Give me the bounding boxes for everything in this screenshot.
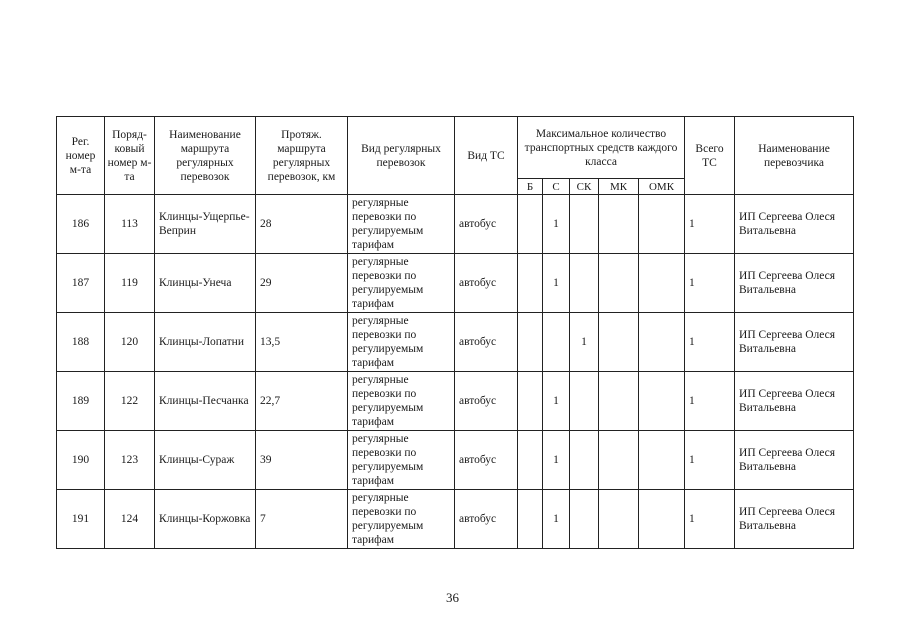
cell-reg-number: 191 <box>57 490 105 549</box>
cell-class-sk <box>570 490 599 549</box>
routes-table <box>56 116 854 549</box>
cell-class-omk <box>639 490 685 549</box>
cell-class-mk <box>599 431 639 490</box>
cell-class-b <box>518 195 543 254</box>
cell-class-mk <box>599 490 639 549</box>
cell-class-sk: 1 <box>570 313 599 372</box>
cell-carrier: ИП Сергеева Олеся Витальевна <box>735 431 854 490</box>
cell-class-sk <box>570 372 599 431</box>
cell-route-name: Клинцы-Коржовка <box>155 490 256 549</box>
cell-class-mk <box>599 195 639 254</box>
header-class-mk: МК <box>599 179 639 195</box>
cell-class-sk <box>570 254 599 313</box>
cell-transport-kind: регулярные перевозки по регулируемым тарифам <box>348 490 455 549</box>
cell-class-b <box>518 372 543 431</box>
cell-class-s: 1 <box>543 254 570 313</box>
cell-class-sk <box>570 195 599 254</box>
cell-class-s: 1 <box>543 490 570 549</box>
cell-vehicle-type: автобус <box>455 313 518 372</box>
header-class-omk: ОМК <box>639 179 685 195</box>
cell-seq-number: 113 <box>105 195 155 254</box>
cell-class-mk <box>599 254 639 313</box>
cell-vehicle-type: автобус <box>455 490 518 549</box>
cell-vehicle-type: автобус <box>455 195 518 254</box>
cell-carrier: ИП Сергеева Олеся Витальевна <box>735 372 854 431</box>
cell-route-name: Клинцы-Ущерпье-Веприн <box>155 195 256 254</box>
header-seq-number: Поряд-ковый номер м-та <box>105 117 155 195</box>
cell-vehicle-type: автобус <box>455 254 518 313</box>
cell-carrier: ИП Сергеева Олеся Витальевна <box>735 313 854 372</box>
cell-class-omk <box>639 195 685 254</box>
header-total-vehicles: Всего ТС <box>685 117 735 195</box>
cell-class-sk <box>570 431 599 490</box>
cell-total-vehicles: 1 <box>685 372 735 431</box>
cell-transport-kind: регулярные перевозки по регулируемым тарифам <box>348 195 455 254</box>
cell-reg-number: 188 <box>57 313 105 372</box>
cell-class-s <box>543 313 570 372</box>
table-row <box>57 195 854 254</box>
cell-seq-number: 122 <box>105 372 155 431</box>
cell-route-length: 39 <box>256 431 348 490</box>
cell-seq-number: 124 <box>105 490 155 549</box>
cell-reg-number: 189 <box>57 372 105 431</box>
table-row <box>57 372 854 431</box>
cell-class-mk <box>599 313 639 372</box>
cell-carrier: ИП Сергеева Олеся Витальевна <box>735 254 854 313</box>
cell-route-name: Клинцы-Сураж <box>155 431 256 490</box>
cell-transport-kind: регулярные перевозки по регулируемым тарифам <box>348 372 455 431</box>
cell-transport-kind: регулярные перевозки по регулируемым тарифам <box>348 254 455 313</box>
cell-total-vehicles: 1 <box>685 254 735 313</box>
cell-carrier: ИП Сергеева Олеся Витальевна <box>735 195 854 254</box>
cell-carrier: ИП Сергеева Олеся Витальевна <box>735 490 854 549</box>
cell-class-s: 1 <box>543 431 570 490</box>
header-carrier: Наименование перевозчика <box>735 117 854 195</box>
header-transport-kind: Вид регулярных перевозок <box>348 117 455 195</box>
cell-seq-number: 120 <box>105 313 155 372</box>
header-route-length: Протяж. маршрута регулярных перевозок, км <box>256 117 348 195</box>
cell-total-vehicles: 1 <box>685 490 735 549</box>
page-number: 36 <box>446 590 459 605</box>
table-row <box>57 490 854 549</box>
cell-class-omk <box>639 254 685 313</box>
cell-route-length: 28 <box>256 195 348 254</box>
cell-reg-number: 190 <box>57 431 105 490</box>
cell-route-length: 7 <box>256 490 348 549</box>
table-row <box>57 431 854 490</box>
cell-route-length: 22,7 <box>256 372 348 431</box>
header-route-name: Наименование маршрута регулярных перевозок <box>155 117 256 195</box>
cell-reg-number: 186 <box>57 195 105 254</box>
cell-total-vehicles: 1 <box>685 431 735 490</box>
cell-class-b <box>518 431 543 490</box>
cell-route-length: 13,5 <box>256 313 348 372</box>
header-class-s: С <box>543 179 570 195</box>
cell-route-name: Клинцы-Унеча <box>155 254 256 313</box>
cell-class-b <box>518 490 543 549</box>
cell-class-s: 1 <box>543 372 570 431</box>
cell-total-vehicles: 1 <box>685 195 735 254</box>
cell-vehicle-type: автобус <box>455 372 518 431</box>
cell-class-omk <box>639 431 685 490</box>
cell-route-name: Клинцы-Лопатни <box>155 313 256 372</box>
cell-seq-number: 119 <box>105 254 155 313</box>
cell-seq-number: 123 <box>105 431 155 490</box>
cell-class-b <box>518 254 543 313</box>
header-class-sk: СК <box>570 179 599 195</box>
cell-transport-kind: регулярные перевозки по регулируемым тарифам <box>348 313 455 372</box>
cell-route-length: 29 <box>256 254 348 313</box>
header-reg-number: Рег. номер м-та <box>57 117 105 195</box>
cell-class-b <box>518 313 543 372</box>
cell-vehicle-type: автобус <box>455 431 518 490</box>
header-class-b: Б <box>518 179 543 195</box>
cell-reg-number: 187 <box>57 254 105 313</box>
cell-class-omk <box>639 372 685 431</box>
header-vehicle-type: Вид ТС <box>455 117 518 195</box>
table-row <box>57 254 854 313</box>
cell-class-mk <box>599 372 639 431</box>
cell-class-omk <box>639 313 685 372</box>
cell-class-s: 1 <box>543 195 570 254</box>
header-max-vehicles: Максимальное количество транспортных средств каждого класса <box>518 117 685 179</box>
cell-route-name: Клинцы-Песчанка <box>155 372 256 431</box>
cell-transport-kind: регулярные перевозки по регулируемым тарифам <box>348 431 455 490</box>
table-row <box>57 313 854 372</box>
cell-total-vehicles: 1 <box>685 313 735 372</box>
